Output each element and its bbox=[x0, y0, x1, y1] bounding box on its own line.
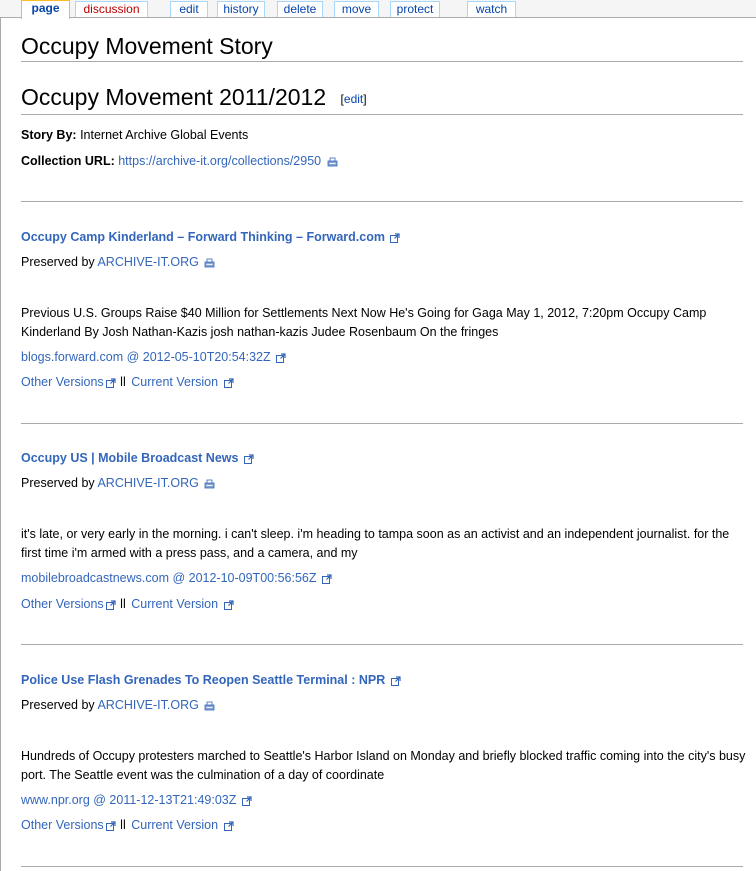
preserved-by-label: Preserved by bbox=[21, 698, 95, 712]
preserved-by-link[interactable]: ARCHIVE-IT.ORG bbox=[97, 255, 199, 269]
source-line bbox=[21, 791, 251, 809]
divider bbox=[21, 423, 743, 424]
external-link-icon bbox=[242, 796, 251, 805]
page-actions-tabbar bbox=[0, 0, 756, 18]
divider bbox=[21, 644, 743, 645]
preserved-by-line bbox=[21, 253, 213, 271]
tab-history[interactable]: history bbox=[217, 1, 265, 17]
tab-page[interactable]: page bbox=[21, 0, 70, 19]
current-version-link[interactable]: Current Version bbox=[131, 375, 219, 389]
entry-snippet: Previous U.S. Groups Raise $40 Million for Settlements Next Now He's Going for Gaga May 1, 2012, 7:20pm Occupy Camp Kinderland By Josh Nathan-Kazis josh nathan-kazis Judee Rosenbaum On the fringes bbox=[21, 306, 707, 339]
versions-line bbox=[21, 373, 233, 391]
external-link-icon bbox=[106, 821, 115, 830]
external-link-icon bbox=[106, 600, 115, 609]
entry-title-link[interactable]: Occupy Camp Kinderland – Forward Thinking – Forward.com bbox=[21, 230, 385, 244]
print-lock-icon bbox=[204, 701, 213, 710]
source-line bbox=[21, 569, 331, 587]
source-link[interactable]: blogs.forward.com @ 2012-05-10T20:54:32Z bbox=[21, 350, 271, 364]
print-lock-icon bbox=[327, 157, 336, 166]
entry-title-link[interactable]: Police Use Flash Grenades To Reopen Seattle Terminal : NPR bbox=[21, 673, 386, 687]
entry-title-line bbox=[21, 671, 400, 689]
entry-title-line bbox=[21, 228, 399, 246]
other-versions-link[interactable]: Other Versions bbox=[21, 375, 104, 389]
external-link-icon bbox=[224, 600, 233, 609]
collection-url-link[interactable]: https://archive-it.org/collections/2950 bbox=[118, 154, 322, 168]
external-link-icon bbox=[224, 378, 233, 387]
page-title: Occupy Movement Story bbox=[21, 32, 743, 62]
preserved-by-line bbox=[21, 696, 213, 714]
external-link-icon bbox=[390, 233, 399, 242]
section-heading bbox=[21, 82, 743, 115]
print-lock-icon bbox=[204, 479, 213, 488]
tab-move[interactable]: move bbox=[334, 1, 379, 17]
entry-snippet: Hundreds of Occupy protesters marched to Seattle's Harbor Island on Monday and briefly blocked traffic coming into the city's busy port. The Seattle event was the culmination of a day of coordinate bbox=[21, 749, 746, 782]
section-edit-link[interactable]: edit bbox=[343, 92, 364, 106]
versions-line bbox=[21, 816, 233, 834]
print-lock-icon bbox=[204, 258, 213, 267]
story-by-value: Internet Archive Global Events bbox=[80, 128, 249, 142]
tab-discussion[interactable]: discussion bbox=[75, 1, 148, 17]
tab-protect[interactable]: protect bbox=[390, 1, 440, 17]
versions-separator: ll bbox=[120, 375, 126, 389]
versions-line bbox=[21, 595, 233, 613]
story-by-line bbox=[21, 126, 248, 144]
source-link[interactable]: mobilebroadcastnews.com @ 2012-10-09T00:56:56Z bbox=[21, 571, 317, 585]
collection-url-line bbox=[21, 152, 336, 170]
external-link-icon bbox=[224, 821, 233, 830]
versions-separator: ll bbox=[120, 597, 126, 611]
tab-edit[interactable]: edit bbox=[170, 1, 208, 17]
collection-url-label: Collection URL: bbox=[21, 154, 115, 168]
entry-snippet: it's late, or very early in the morning. i can't sleep. i'm heading to tampa soon as an activist and an independent journalist. for the first time i'm armed with a press pass, and a camera, and my bbox=[21, 527, 730, 560]
source-line bbox=[21, 348, 285, 366]
entry-title-line bbox=[21, 449, 253, 467]
current-version-link[interactable]: Current Version bbox=[131, 597, 219, 611]
divider bbox=[21, 201, 743, 202]
external-link-icon bbox=[106, 378, 115, 387]
section-heading-text: Occupy Movement 2011/2012 bbox=[21, 84, 327, 110]
other-versions-link[interactable]: Other Versions bbox=[21, 597, 104, 611]
current-version-link[interactable]: Current Version bbox=[131, 818, 219, 832]
preserved-by-link[interactable]: ARCHIVE-IT.ORG bbox=[97, 476, 199, 490]
page-content bbox=[0, 17, 756, 871]
section-edit-link-wrap: [edit] bbox=[340, 92, 367, 106]
story-by-label: Story By: bbox=[21, 128, 77, 142]
divider bbox=[21, 866, 743, 867]
external-link-icon bbox=[391, 676, 400, 685]
versions-separator: ll bbox=[120, 818, 126, 832]
preserved-by-line bbox=[21, 474, 213, 492]
tab-delete[interactable]: delete bbox=[277, 1, 323, 17]
source-link[interactable]: www.npr.org @ 2011-12-13T21:49:03Z bbox=[21, 793, 237, 807]
entry-title-link[interactable]: Occupy US | Mobile Broadcast News bbox=[21, 451, 239, 465]
external-link-icon bbox=[276, 353, 285, 362]
external-link-icon bbox=[322, 574, 331, 583]
tab-watch[interactable]: watch bbox=[467, 1, 516, 17]
preserved-by-label: Preserved by bbox=[21, 476, 95, 490]
preserved-by-link[interactable]: ARCHIVE-IT.ORG bbox=[97, 698, 199, 712]
external-link-icon bbox=[244, 454, 253, 463]
other-versions-link[interactable]: Other Versions bbox=[21, 818, 104, 832]
preserved-by-label: Preserved by bbox=[21, 255, 95, 269]
